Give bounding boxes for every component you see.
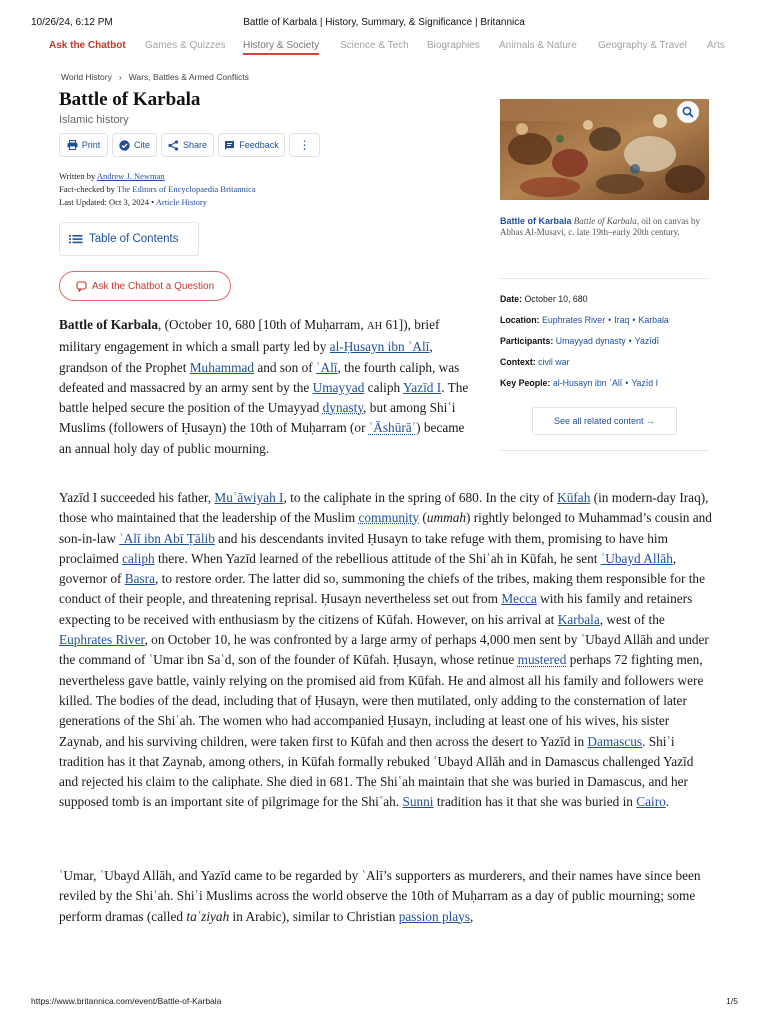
- text: 61]), brief military engagement in which a small party led by: [59, 317, 440, 355]
- more-options-icon: ⋮: [298, 138, 311, 152]
- nav-science-tech[interactable]: Science & Tech: [340, 40, 409, 51]
- caption-italic: Battle of Karbala,: [573, 216, 640, 226]
- text: , the fourth caliph, was defeated and massacred by an army sent by the: [59, 359, 460, 395]
- fact-date-label: Date:: [500, 294, 522, 304]
- fact-participant-link[interactable]: Umayyad dynasty: [555, 336, 626, 346]
- cite-label: Cite: [133, 140, 150, 150]
- ask-chatbot-question-label: Ask the Chatbot a Question: [91, 280, 215, 292]
- article-meta: [59, 170, 256, 209]
- fact-location-link[interactable]: Iraq: [614, 315, 630, 325]
- facts-divider-top: [500, 278, 709, 279]
- text: , but among Shiʿi Muslims (followers of Ḥusayn) the 10th of Muḥarram (or: [59, 400, 456, 436]
- magnifier-icon: [682, 106, 694, 118]
- author-link[interactable]: Andrew J. Newman: [96, 171, 165, 181]
- text: , on October 10, he was confronted by a large army of perhaps 4,000 men sent by ʿUbayd Allāh and under the command of ʿUmar ibn Saʿd, son of the founder of Kūfah. Ḥusayn, whose retinue: [59, 632, 709, 668]
- link-muawiyah[interactable]: Muʿāwiyah I: [214, 490, 284, 505]
- last-updated-date: Oct 3, 2024: [109, 197, 149, 207]
- nav-history-society[interactable]: History & Society: [243, 40, 319, 55]
- link-dynasty[interactable]: dynasty: [322, 400, 364, 416]
- fact-separator: •: [628, 336, 632, 346]
- list-icon: [69, 234, 83, 244]
- fact-date: [500, 294, 588, 304]
- italic-term: taʿziyah: [186, 908, 230, 924]
- nav-games-quizzes[interactable]: Games & Quizzes: [145, 40, 226, 51]
- text: ,: [470, 908, 474, 924]
- text: ) rightly belonged to Muhammad’s cousin and son-in-law: [59, 510, 712, 546]
- check-badge-icon: [119, 140, 130, 151]
- breadcrumb-world-history[interactable]: World History: [61, 72, 112, 82]
- text: , to the caliphate in the spring of 680. In the city of: [283, 490, 558, 505]
- link-ali[interactable]: ʿAlī: [316, 359, 338, 375]
- fact-key-people: [500, 378, 658, 388]
- era-abbrev: AH: [367, 321, 383, 332]
- link-karbala[interactable]: Karbala: [557, 611, 600, 627]
- fact-location-link[interactable]: Karbala: [638, 315, 669, 325]
- breadcrumb: [61, 72, 249, 82]
- fact-location-label: Location:: [500, 315, 540, 325]
- italic-term: ummah: [426, 510, 466, 526]
- intro-title: Battle of Karbala: [59, 317, 158, 332]
- link-husayn[interactable]: al-Ḥusayn ibn ʿAlī: [329, 339, 430, 355]
- share-label: Share: [182, 140, 208, 150]
- ask-chatbot-question-button[interactable]: [59, 271, 231, 301]
- text: there. When Yazīd learned of the rebellious attitude of the Shiʿah in Kūfah, he sent: [154, 550, 601, 566]
- page-title: Battle of Karbala: [59, 89, 201, 110]
- nav-animals-nature[interactable]: Animals & Nature: [499, 40, 577, 51]
- zoom-image-button[interactable]: [677, 101, 699, 123]
- text: and his descendants invited Ḥusayn to take refuge with them, promising to have him proclaimed: [59, 530, 668, 566]
- text: , governor of: [59, 550, 677, 587]
- text: ʿUmar, ʿUbayd Allāh, and Yazīd came to be regarded by ʿAlī’s supporters as murderers, and their names have since been reviled by the Shiʿah. Shiʿi Muslims across the world observe the 10th of Muḥarram as a day of public mourning; some perform dramas (called: [59, 868, 701, 924]
- text: (in modern-day Iraq), those who maintained that the leadership of the Muslim: [59, 490, 709, 526]
- see-all-related-button[interactable]: See all related content →: [532, 407, 677, 435]
- facts-divider-bottom: [500, 450, 709, 451]
- fact-location: [500, 315, 669, 325]
- paragraph-background: [59, 488, 714, 813]
- fact-separator: •: [608, 315, 612, 325]
- link-mecca[interactable]: Mecca: [501, 591, 537, 607]
- paragraph-legacy: [59, 866, 714, 927]
- last-updated-label: Last Updated:: [59, 197, 107, 207]
- fact-checker-link[interactable]: The Editors of Encyclopaedia Britannica: [116, 184, 256, 194]
- nav-biographies[interactable]: Biographies: [427, 40, 480, 51]
- page-subtitle: Islamic history: [59, 114, 129, 126]
- text: with his family and retainers expecting to be received with enthusiasm by the citizens of Kūfah. However, on his arrival at: [59, 591, 693, 627]
- text: , grandson of the Prophet: [59, 339, 433, 375]
- text: in Arabic), similar to Christian: [229, 908, 399, 924]
- print-page-title: Battle of Karbala | History, Summary, & Significance | Britannica: [243, 17, 525, 28]
- print-label: Print: [81, 140, 101, 150]
- link-passion-plays[interactable]: passion plays: [398, 908, 471, 924]
- more-options-button[interactable]: [289, 133, 320, 157]
- printer-icon: [67, 140, 78, 150]
- text: perhaps 72 fighting men, nevertheless gave battle, vainly relying on the promised aid from Kūfah. He and almost all his family and followers were killed. The bodies of the dead, including that of Ḥusayn, were then mutilated, only adding to the consternation of later generations of the Shiʿah. The women who had accompanied Ḥusayn, including at least one of his wives, his sister Zaynab, and his surviving children, were taken first to Kūfah and then across the desert to Yazīd in: [59, 652, 704, 749]
- fact-person-link[interactable]: Yazīd I: [631, 378, 659, 388]
- fact-participants: [500, 336, 659, 346]
- feedback-icon: [224, 140, 235, 151]
- chat-bubble-icon: [76, 281, 87, 292]
- fact-participant-link[interactable]: Yazīdī: [634, 336, 660, 346]
- link-ubayd-allah[interactable]: ʿUbayd Allāh: [600, 550, 673, 566]
- fact-context: [500, 357, 569, 367]
- fact-separator: •: [625, 378, 629, 388]
- text: . The battle helped secure the position of the Umayyad: [59, 379, 469, 416]
- link-basra[interactable]: Basra: [124, 571, 156, 587]
- share-button[interactable]: [161, 133, 214, 157]
- link-community[interactable]: community: [358, 510, 420, 526]
- text: and son of: [254, 359, 317, 375]
- print-datetime: 10/26/24, 6:12 PM: [31, 17, 113, 28]
- link-ashura[interactable]: ʿĀshūrāʾ: [368, 420, 417, 436]
- text: , (October 10, 680 [10th of Muḥarram,: [157, 317, 367, 332]
- text: (: [419, 510, 427, 526]
- nav-arts[interactable]: Arts: [707, 40, 725, 51]
- link-sunni[interactable]: Sunni: [402, 794, 434, 810]
- link-caliph[interactable]: caliph: [122, 550, 155, 566]
- fact-context-label: Context:: [500, 357, 536, 367]
- text: Yazīd I succeeded his father,: [59, 490, 215, 505]
- nav-geography-travel[interactable]: Geography & Travel: [598, 40, 687, 51]
- fact-person-link[interactable]: al-Ḥusayn ibn ʿAlī: [552, 378, 623, 388]
- link-yazid[interactable]: Yazīd I: [403, 379, 442, 395]
- breadcrumb-wars-battles[interactable]: Wars, Battles & Armed Conflicts: [128, 72, 249, 82]
- link-ali-ibn-abi-talib[interactable]: ʿAlī ibn Abī Ṭālib: [119, 530, 215, 546]
- top-navigation: [49, 40, 748, 56]
- share-icon: [168, 140, 179, 151]
- text: ) became an annual holy day of public mourning.: [59, 420, 465, 456]
- text: .: [665, 794, 670, 810]
- text: , to restore order. The latter did so, summoning the chiefs of the tribes, making them responsible for the conduct of their people, and threatening reprisal. Ḥusayn nevertheless set out from: [59, 571, 705, 607]
- feedback-button[interactable]: [218, 133, 285, 157]
- text: tradition has it that she was buried in: [433, 794, 637, 810]
- link-muhammad[interactable]: Muhammad: [189, 359, 254, 375]
- table-of-contents-button[interactable]: [59, 222, 199, 256]
- breadcrumb-separator: ›: [118, 72, 122, 82]
- print-footer-url: https://www.britannica.com/event/Battle-of-Karbala: [31, 996, 222, 1006]
- fact-participants-label: Participants:: [500, 336, 554, 346]
- nav-ask-chatbot[interactable]: Ask the Chatbot: [49, 40, 126, 51]
- caption-text: oil on canvas by Abbas Al-Musavi, c. late 19th–early 20th century.: [500, 216, 701, 238]
- text: , west of the: [599, 611, 665, 627]
- print-button[interactable]: [59, 133, 108, 157]
- article-history-link[interactable]: Article History: [155, 197, 207, 207]
- link-umayyad[interactable]: Umayyad: [312, 379, 365, 395]
- link-cairo[interactable]: Cairo: [636, 794, 666, 810]
- fact-context-link[interactable]: civil war: [538, 357, 570, 367]
- meta-separator: •: [151, 197, 155, 207]
- figure-caption: [500, 216, 715, 239]
- fact-checked-label: Fact-checked by: [59, 184, 115, 194]
- text: caliph: [364, 379, 404, 395]
- cite-button[interactable]: [112, 133, 157, 157]
- link-euphrates[interactable]: Euphrates River: [59, 632, 145, 648]
- fact-location-link[interactable]: Euphrates River: [542, 315, 606, 325]
- fact-key-people-label: Key People:: [500, 378, 551, 388]
- paragraph-intro: [59, 315, 471, 459]
- link-mustered[interactable]: mustered: [517, 652, 567, 668]
- link-damascus[interactable]: Damascus: [587, 733, 643, 749]
- caption-title-link[interactable]: Battle of Karbala: [500, 216, 572, 226]
- fact-separator: •: [632, 315, 636, 325]
- link-kufah[interactable]: Kūfah: [557, 490, 591, 505]
- fact-date-value: October 10, 680: [524, 294, 588, 304]
- print-footer-page: 1/5: [726, 996, 738, 1006]
- toc-label: Table of Contents: [89, 233, 179, 245]
- written-by-label: Written by: [59, 171, 96, 181]
- feedback-label: Feedback: [239, 140, 279, 150]
- text: . Shiʿi tradition has it that Zaynab, among others, in Kūfah formally rebuked ʿUbayd Allāh and in Damascus challenged Yazīd and rejected his claim to the caliphate. She died in 681. The Shiʿah maintain that she was buried in Damascus, and her supposed tomb is an important site of pilgrimage for the Shiʿah.: [59, 733, 694, 810]
